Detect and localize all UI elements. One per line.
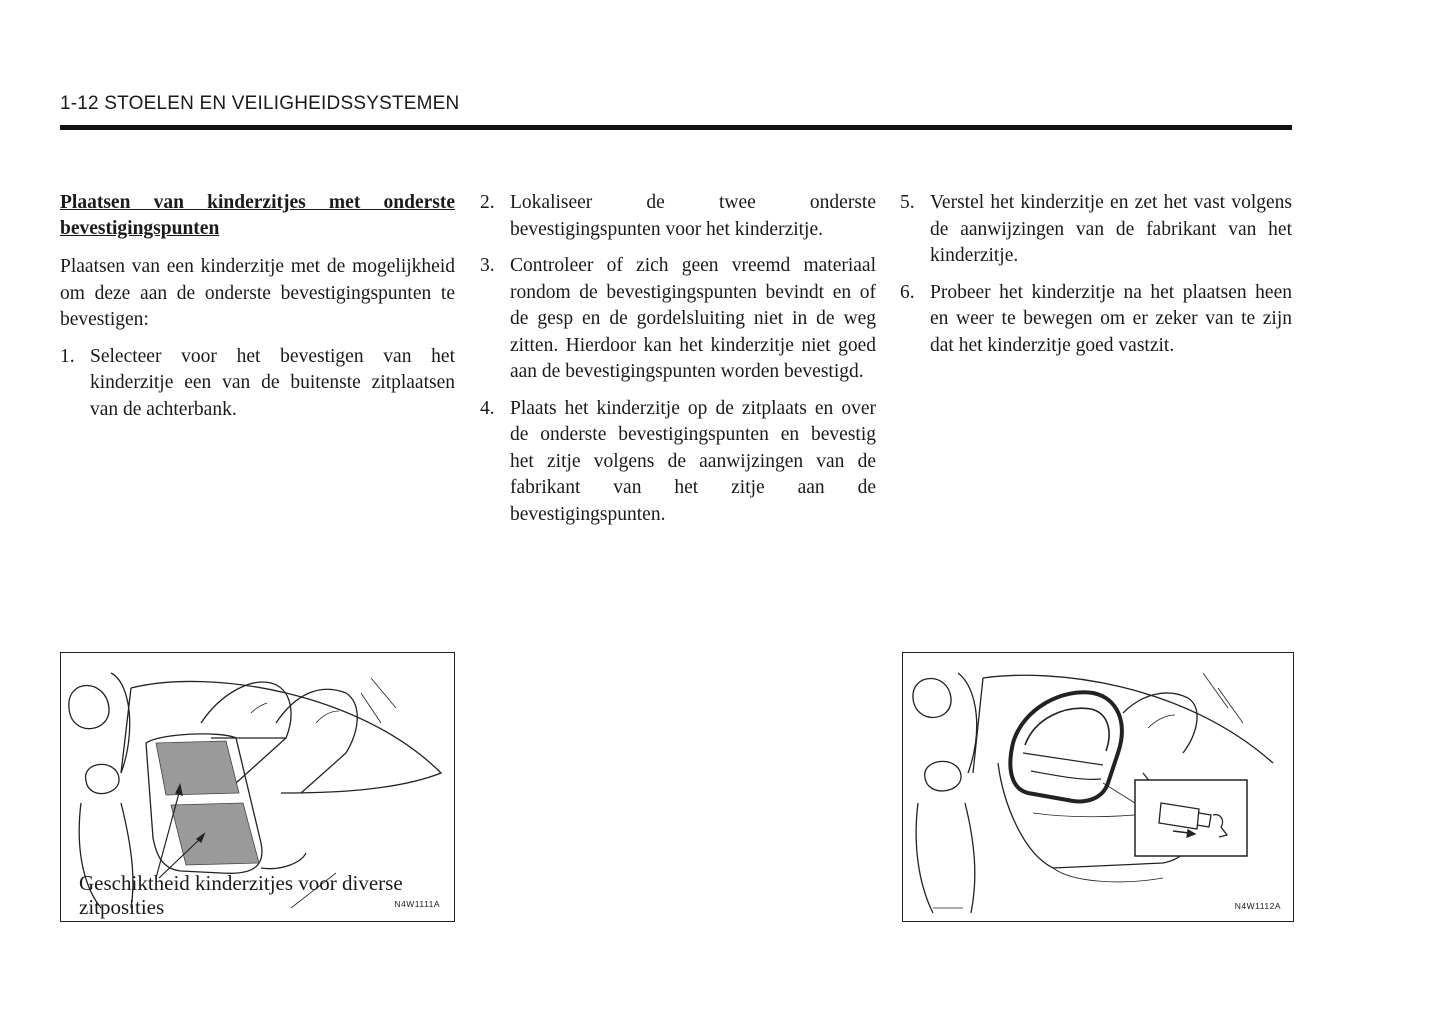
- steps-list-2: [480, 190, 876, 528]
- column-1: [60, 190, 455, 433]
- steps-list-1: [60, 344, 455, 424]
- step-text: Lokaliseer de twee onderste bevestigingspunten voor het kinderzitje.: [510, 192, 876, 240]
- header-rule: [60, 125, 1292, 130]
- step-text: Verstel het kinderzitje en zet het vast volgens de aanwijzingen van de fabrikant van het kinderzitje.: [930, 192, 1292, 266]
- step-number: 3.: [480, 255, 495, 276]
- page-header: 1-12 STOELEN EN VEILIGHEIDSSYSTEMEN: [60, 93, 460, 114]
- step-item: [900, 280, 1292, 360]
- step-text: Plaats het kinderzitje op de zitplaats en over de onderste bevestigingspunten en bevestig het zitje volgens de aanwijzingen van de fabrikant van het zitje aan de bevestigingspunten.: [510, 397, 876, 525]
- intro-paragraph: Plaatsen van een kinderzitje met de mogelijkheid om deze aan de onderste bevestigingspunten te bevestigen:: [60, 256, 455, 330]
- step-item: [900, 190, 1292, 270]
- shaded-seat-position: [171, 803, 259, 865]
- figure-caption: [79, 871, 403, 919]
- step-number: 6.: [900, 281, 915, 303]
- caption-line-2: zitposities: [79, 895, 165, 919]
- figure-installed-child-seat: [902, 652, 1294, 922]
- step-item: [480, 396, 876, 529]
- step-text: Probeer het kinderzitje na het plaatsen heen en weer te bewegen om er zeker van te zijn dat het kinderzitje goed vastzit.: [930, 281, 1292, 356]
- figure-code: N4W1112A: [1234, 901, 1281, 911]
- column-2: [480, 190, 876, 538]
- section-title: Plaatsen van kinderzitjes met onderste bevestigingspunten: [60, 192, 455, 239]
- caption-line-1: Geschiktheid kinderzitjes voor diverse: [79, 871, 403, 895]
- step-item: [480, 190, 876, 243]
- step-number: 2.: [480, 192, 495, 213]
- step-item: [60, 344, 455, 424]
- shaded-seat-position: [156, 741, 239, 795]
- steps-list-3: [900, 190, 1292, 359]
- child-seat-illustration: [903, 653, 1293, 921]
- step-number: 1.: [60, 345, 75, 367]
- step-item: [480, 253, 876, 386]
- step-text: Controleer of zich geen vreemd materiaal rondom de bevestigingspunten bevindt en of de gesp en de gordelsluiting niet in de weg zitten. Hierdoor kan het kinderzitje niet goed aan de bevestigingspunten worden bevestigd.: [510, 255, 876, 382]
- figure-seat-positions: [60, 652, 455, 922]
- figure-code: N4W1111A: [394, 899, 440, 909]
- step-text: Selecteer voor het bevestigen van het kinderzitje een van de buitenste zitplaatsen van de achterbank.: [90, 345, 455, 420]
- step-number: 5.: [900, 192, 915, 213]
- column-3: [900, 190, 1292, 369]
- step-number: 4.: [480, 397, 495, 419]
